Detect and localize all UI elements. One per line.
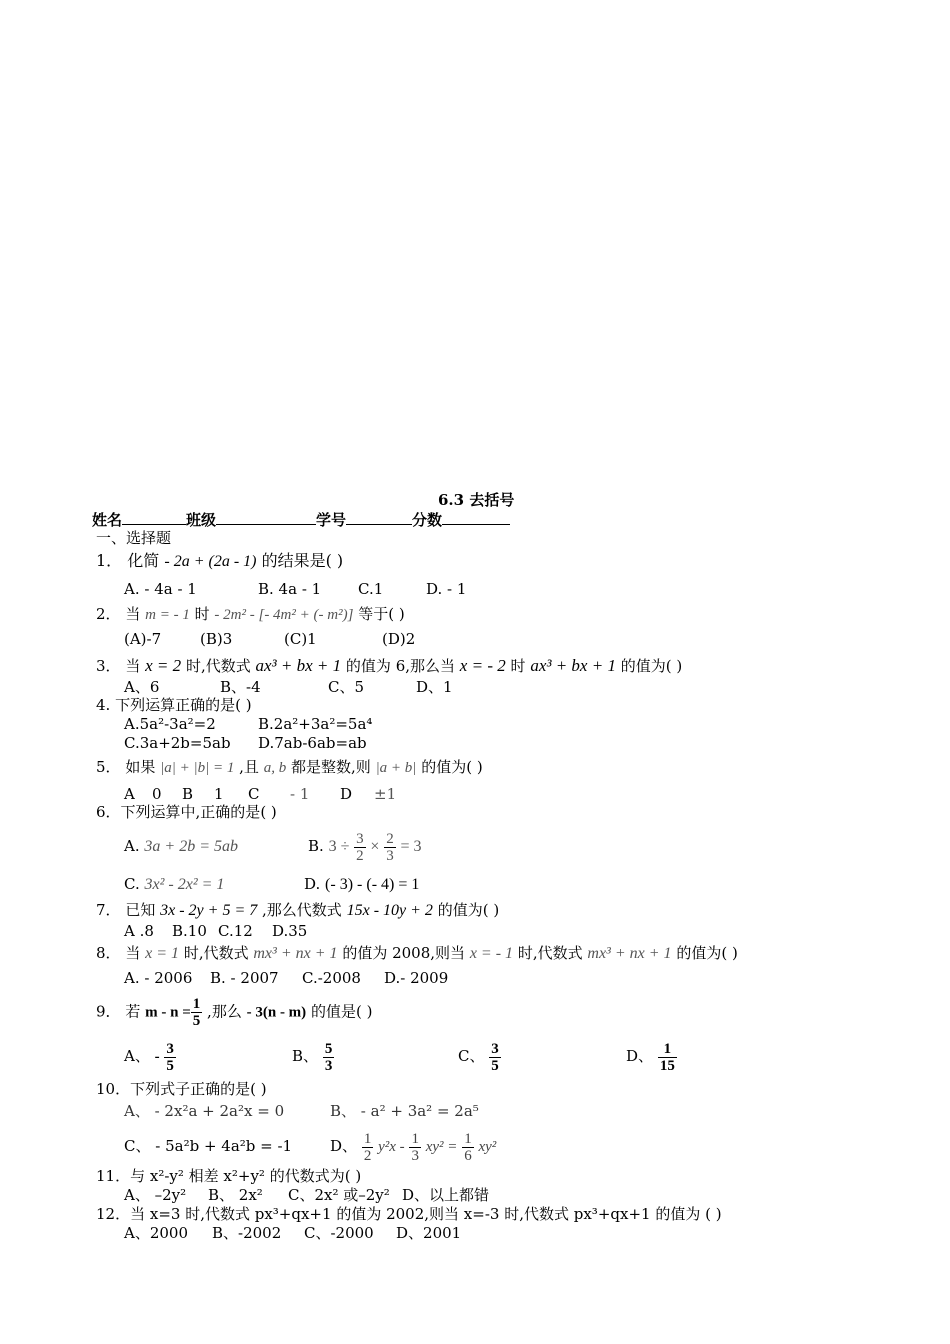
math-expression: 15x - 10y + 2 (346, 902, 433, 919)
math-expression: x = - 2 (459, 656, 506, 675)
question-7 (96, 900, 499, 921)
fraction (354, 831, 366, 864)
fraction (489, 1041, 501, 1074)
question-text: 化简 (127, 551, 160, 570)
q1-option-d[interactable]: D. - 1 (426, 580, 467, 598)
q1-option-c[interactable]: C.1 (358, 580, 384, 598)
math-expression: x = 2 (145, 656, 182, 675)
q2-option-d[interactable]: (D)2 (382, 630, 416, 648)
q1-option-b[interactable]: B. 4a - 1 (258, 580, 322, 598)
math-expression: 3 ÷ (328, 838, 350, 855)
q5-option-d-label[interactable]: D (340, 785, 353, 803)
fraction-numerator: 1 (411, 1130, 419, 1147)
question-number: 9． (96, 1002, 121, 1021)
q2-option-a[interactable]: (A)-7 (124, 630, 162, 648)
fraction-denominator: 5 (491, 1057, 499, 1074)
question-text: 都是整数,则 (291, 758, 371, 776)
question-text: 等于( ) (358, 605, 405, 623)
question-text: 时,代数式 (183, 944, 249, 962)
math-expression: xy² = (425, 1139, 458, 1155)
name-label: 姓名 (92, 511, 123, 529)
math-expression: = 3 (400, 838, 422, 855)
q5-option-a-value[interactable]: 0 (152, 785, 162, 803)
q9-option-d[interactable] (626, 1038, 677, 1078)
math-expression: m - n = (145, 1004, 191, 1021)
question-text: 已知 (125, 901, 156, 919)
q11-option-a[interactable]: A、 –2y² (124, 1186, 187, 1204)
q12-option-a[interactable]: A、2000 (124, 1224, 189, 1242)
math-expression: 3x² - 2x² = 1 (144, 876, 225, 893)
q7-option-a[interactable]: A .8 (124, 922, 154, 940)
fraction (323, 1041, 335, 1074)
option-label: C、 (458, 1047, 485, 1065)
question-4: 4. 下列运算正确的是( ) (96, 696, 252, 714)
math-expression: xy² (478, 1139, 497, 1155)
math-expression: a, b (263, 760, 287, 776)
math-operator: - (154, 1049, 160, 1065)
math-expression: - 3(n - m) (246, 1004, 307, 1021)
question-text: 当 (125, 944, 141, 962)
q6-option-b[interactable] (308, 824, 422, 868)
q12-option-b[interactable]: B、-2002 (212, 1224, 282, 1242)
question-text: 的值为 2008,则当 (342, 944, 466, 962)
q1-option-a[interactable]: A. - 4a - 1 (124, 580, 197, 598)
q3-option-d[interactable]: D、1 (416, 678, 453, 696)
q11-option-b[interactable]: B、 2x² (208, 1186, 263, 1204)
fraction (191, 996, 203, 1029)
id-blank[interactable] (346, 509, 412, 525)
math-expression: |a + b| (375, 760, 417, 776)
q12-option-c[interactable]: C、-2000 (304, 1224, 374, 1242)
q5-option-b-value[interactable]: 1 (214, 785, 224, 803)
q8-option-b[interactable]: B. - 2007 (210, 969, 279, 987)
option-label: D. (304, 875, 321, 893)
question-3 (96, 656, 682, 676)
q6-option-d[interactable] (304, 874, 419, 895)
question-5 (96, 757, 483, 778)
option-label: B. (308, 837, 324, 855)
question-text: 的结果是( ) (261, 551, 344, 570)
q10-option-a[interactable]: A、 - 2x²a + 2a²x = 0 (124, 1102, 285, 1120)
fraction-numerator: 2 (386, 830, 394, 847)
q9-option-a[interactable] (124, 1038, 176, 1078)
question-text: 时,代数式 (517, 944, 583, 962)
class-label: 班级 (186, 511, 217, 529)
question-text: 时 (510, 657, 526, 675)
question-text: 的值是( ) (310, 1002, 373, 1021)
question-text: 的值为 6,那么当 (345, 657, 456, 675)
question-text: 如果 (125, 758, 156, 776)
q5-option-c-value[interactable]: - 1 (290, 785, 310, 803)
page-title: 6.3 去括号 (438, 491, 515, 509)
score-blank[interactable] (442, 509, 510, 525)
q5-option-d-value[interactable]: ±1 (374, 785, 397, 803)
fraction-denominator: 5 (166, 1057, 174, 1074)
q12-option-d[interactable]: D、2001 (396, 1224, 462, 1242)
fraction (362, 1131, 374, 1164)
q10-option-c[interactable]: C、 - 5a²b + 4a²b = -1 (124, 1137, 293, 1155)
math-expression: 3x - 2y + 5 = 7 (160, 902, 258, 919)
q7-option-d[interactable]: D.35 (272, 922, 308, 940)
question-8 (96, 943, 738, 964)
fraction-numerator: 1 (192, 996, 201, 1012)
fraction (384, 831, 396, 864)
question-number: 7． (96, 901, 121, 919)
math-expression: - 2a + (2a - 1) (164, 553, 257, 570)
section-heading: 一、选择题 (96, 529, 172, 547)
question-2 (96, 604, 405, 625)
fraction-numerator: 1 (658, 1041, 677, 1058)
fraction-denominator: 5 (192, 1013, 201, 1029)
q8-option-a[interactable]: A. - 2006 (124, 969, 193, 987)
fraction-numerator: 5 (324, 1040, 333, 1057)
question-text: 时,代数式 (185, 657, 251, 675)
fraction (164, 1041, 176, 1074)
fraction-denominator: 2 (363, 1147, 372, 1164)
q7-option-c[interactable]: C.12 (218, 922, 253, 940)
fraction (409, 1131, 421, 1164)
option-label: D、 (626, 1047, 654, 1065)
math-expression: (- 3) - (- 4) = 1 (325, 876, 420, 893)
q4-option-c[interactable]: C.3a+2b=5ab (124, 734, 231, 752)
question-number: 5． (96, 758, 121, 776)
question-6: 6．下列运算中,正确的是( ) (96, 803, 277, 821)
math-operator: × (370, 838, 380, 855)
q6-option-c[interactable] (124, 874, 224, 895)
fraction (658, 1041, 677, 1074)
question-text: 当 (125, 657, 141, 675)
question-text: 当 (125, 605, 141, 623)
math-expression: ax³ + bx + 1 (530, 656, 616, 675)
q6-option-a[interactable] (124, 836, 238, 857)
q2-option-c[interactable]: (C)1 (284, 630, 317, 648)
math-expression: y²x - (378, 1139, 405, 1155)
q10-option-b[interactable]: B、 - a² + 3a² = 2a⁵ (330, 1102, 479, 1120)
question-text: 时 (194, 605, 210, 623)
q8-option-c[interactable]: C.-2008 (302, 969, 361, 987)
question-number: 1． (96, 551, 123, 570)
student-info-header (92, 509, 510, 530)
fraction-denominator: 3 (386, 847, 394, 864)
question-text: 若 (125, 1002, 141, 1021)
option-label: B、 (292, 1047, 319, 1065)
question-11: 11．与 x²-y² 相差 x²+y² 的代数式为( ) (96, 1167, 362, 1185)
option-label: D、 (330, 1137, 358, 1155)
math-expression: |a| + |b| = 1 (160, 760, 235, 776)
fraction-denominator: 3 (324, 1057, 333, 1074)
q8-option-d[interactable]: D.- 2009 (384, 969, 449, 987)
q3-option-a[interactable]: A、6 (124, 678, 160, 696)
q10-option-d[interactable] (330, 1124, 496, 1168)
q9-option-c[interactable] (458, 1038, 501, 1078)
math-expression: mx³ + nx + 1 (587, 945, 672, 962)
q3-option-b[interactable]: B、-4 (220, 678, 261, 696)
question-text: ,那么代数式 (262, 901, 342, 919)
option-label: C. (124, 875, 140, 893)
fraction-numerator: 1 (464, 1130, 472, 1147)
q5-option-c-label[interactable]: C (248, 785, 260, 803)
fraction-numerator: 3 (166, 1040, 174, 1057)
question-text: ,那么 (207, 1002, 242, 1021)
id-label: 学号 (316, 511, 347, 529)
q11-option-d[interactable]: D、以上都错 (402, 1186, 490, 1204)
q5-option-a-label[interactable]: A (124, 785, 135, 803)
question-number: 2． (96, 605, 121, 623)
score-label: 分数 (412, 511, 443, 529)
option-label: A. (124, 837, 140, 855)
question-12: 12．当 x=3 时,代数式 px³+qx+1 的值为 2002,则当 x=-3 时,代数式 px³+qx+1 的值为 ( ) (96, 1205, 722, 1223)
fraction-numerator: 3 (491, 1040, 499, 1057)
q9-option-b[interactable] (292, 1038, 334, 1078)
question-text: 的值为( ) (421, 758, 483, 776)
fraction-numerator: 1 (363, 1130, 372, 1147)
math-expression: x = 1 (145, 945, 180, 962)
question-number: 8． (96, 944, 121, 962)
q5-option-b-label[interactable]: B (182, 785, 194, 803)
question-9 (96, 996, 372, 1036)
q4-option-b[interactable]: B.2a²+3a²=5a⁴ (258, 715, 373, 733)
math-expression: ax³ + bx + 1 (255, 656, 342, 675)
question-text: 的值为( ) (620, 657, 683, 675)
question-1 (96, 551, 343, 572)
question-10: 10．下列式子正确的是( ) (96, 1080, 267, 1098)
fraction-denominator: 6 (464, 1147, 472, 1164)
question-number: 3． (96, 657, 121, 675)
q3-option-c[interactable]: C、5 (328, 678, 365, 696)
q2-option-b[interactable]: (B)3 (200, 630, 233, 648)
math-expression: x = - 1 (469, 945, 514, 962)
math-expression: 3a + 2b = 5ab (144, 838, 238, 855)
fraction-numerator: 3 (356, 830, 364, 847)
option-label: A、 (124, 1047, 150, 1065)
math-expression: mx³ + nx + 1 (253, 945, 338, 962)
fraction-denominator: 15 (659, 1057, 675, 1074)
math-expression: - 2m² - [- 4m² + (- m²)] (214, 607, 354, 623)
question-text: ,且 (239, 758, 259, 776)
q4-option-d[interactable]: D.7ab-6ab=ab (258, 734, 367, 752)
question-text: 的值为( ) (437, 901, 500, 919)
q7-option-b[interactable]: B.10 (172, 922, 207, 940)
name-blank[interactable] (122, 509, 186, 525)
q11-option-c[interactable]: C、2x² 或–2y² (288, 1186, 390, 1204)
fraction-denominator: 2 (356, 847, 364, 864)
fraction-denominator: 3 (411, 1147, 419, 1164)
class-blank[interactable] (216, 509, 316, 525)
question-text: 的值为( ) (676, 944, 738, 962)
math-expression: m = - 1 (145, 607, 190, 623)
fraction (462, 1131, 474, 1164)
q4-option-a[interactable]: A.5a²-3a²=2 (124, 715, 216, 733)
